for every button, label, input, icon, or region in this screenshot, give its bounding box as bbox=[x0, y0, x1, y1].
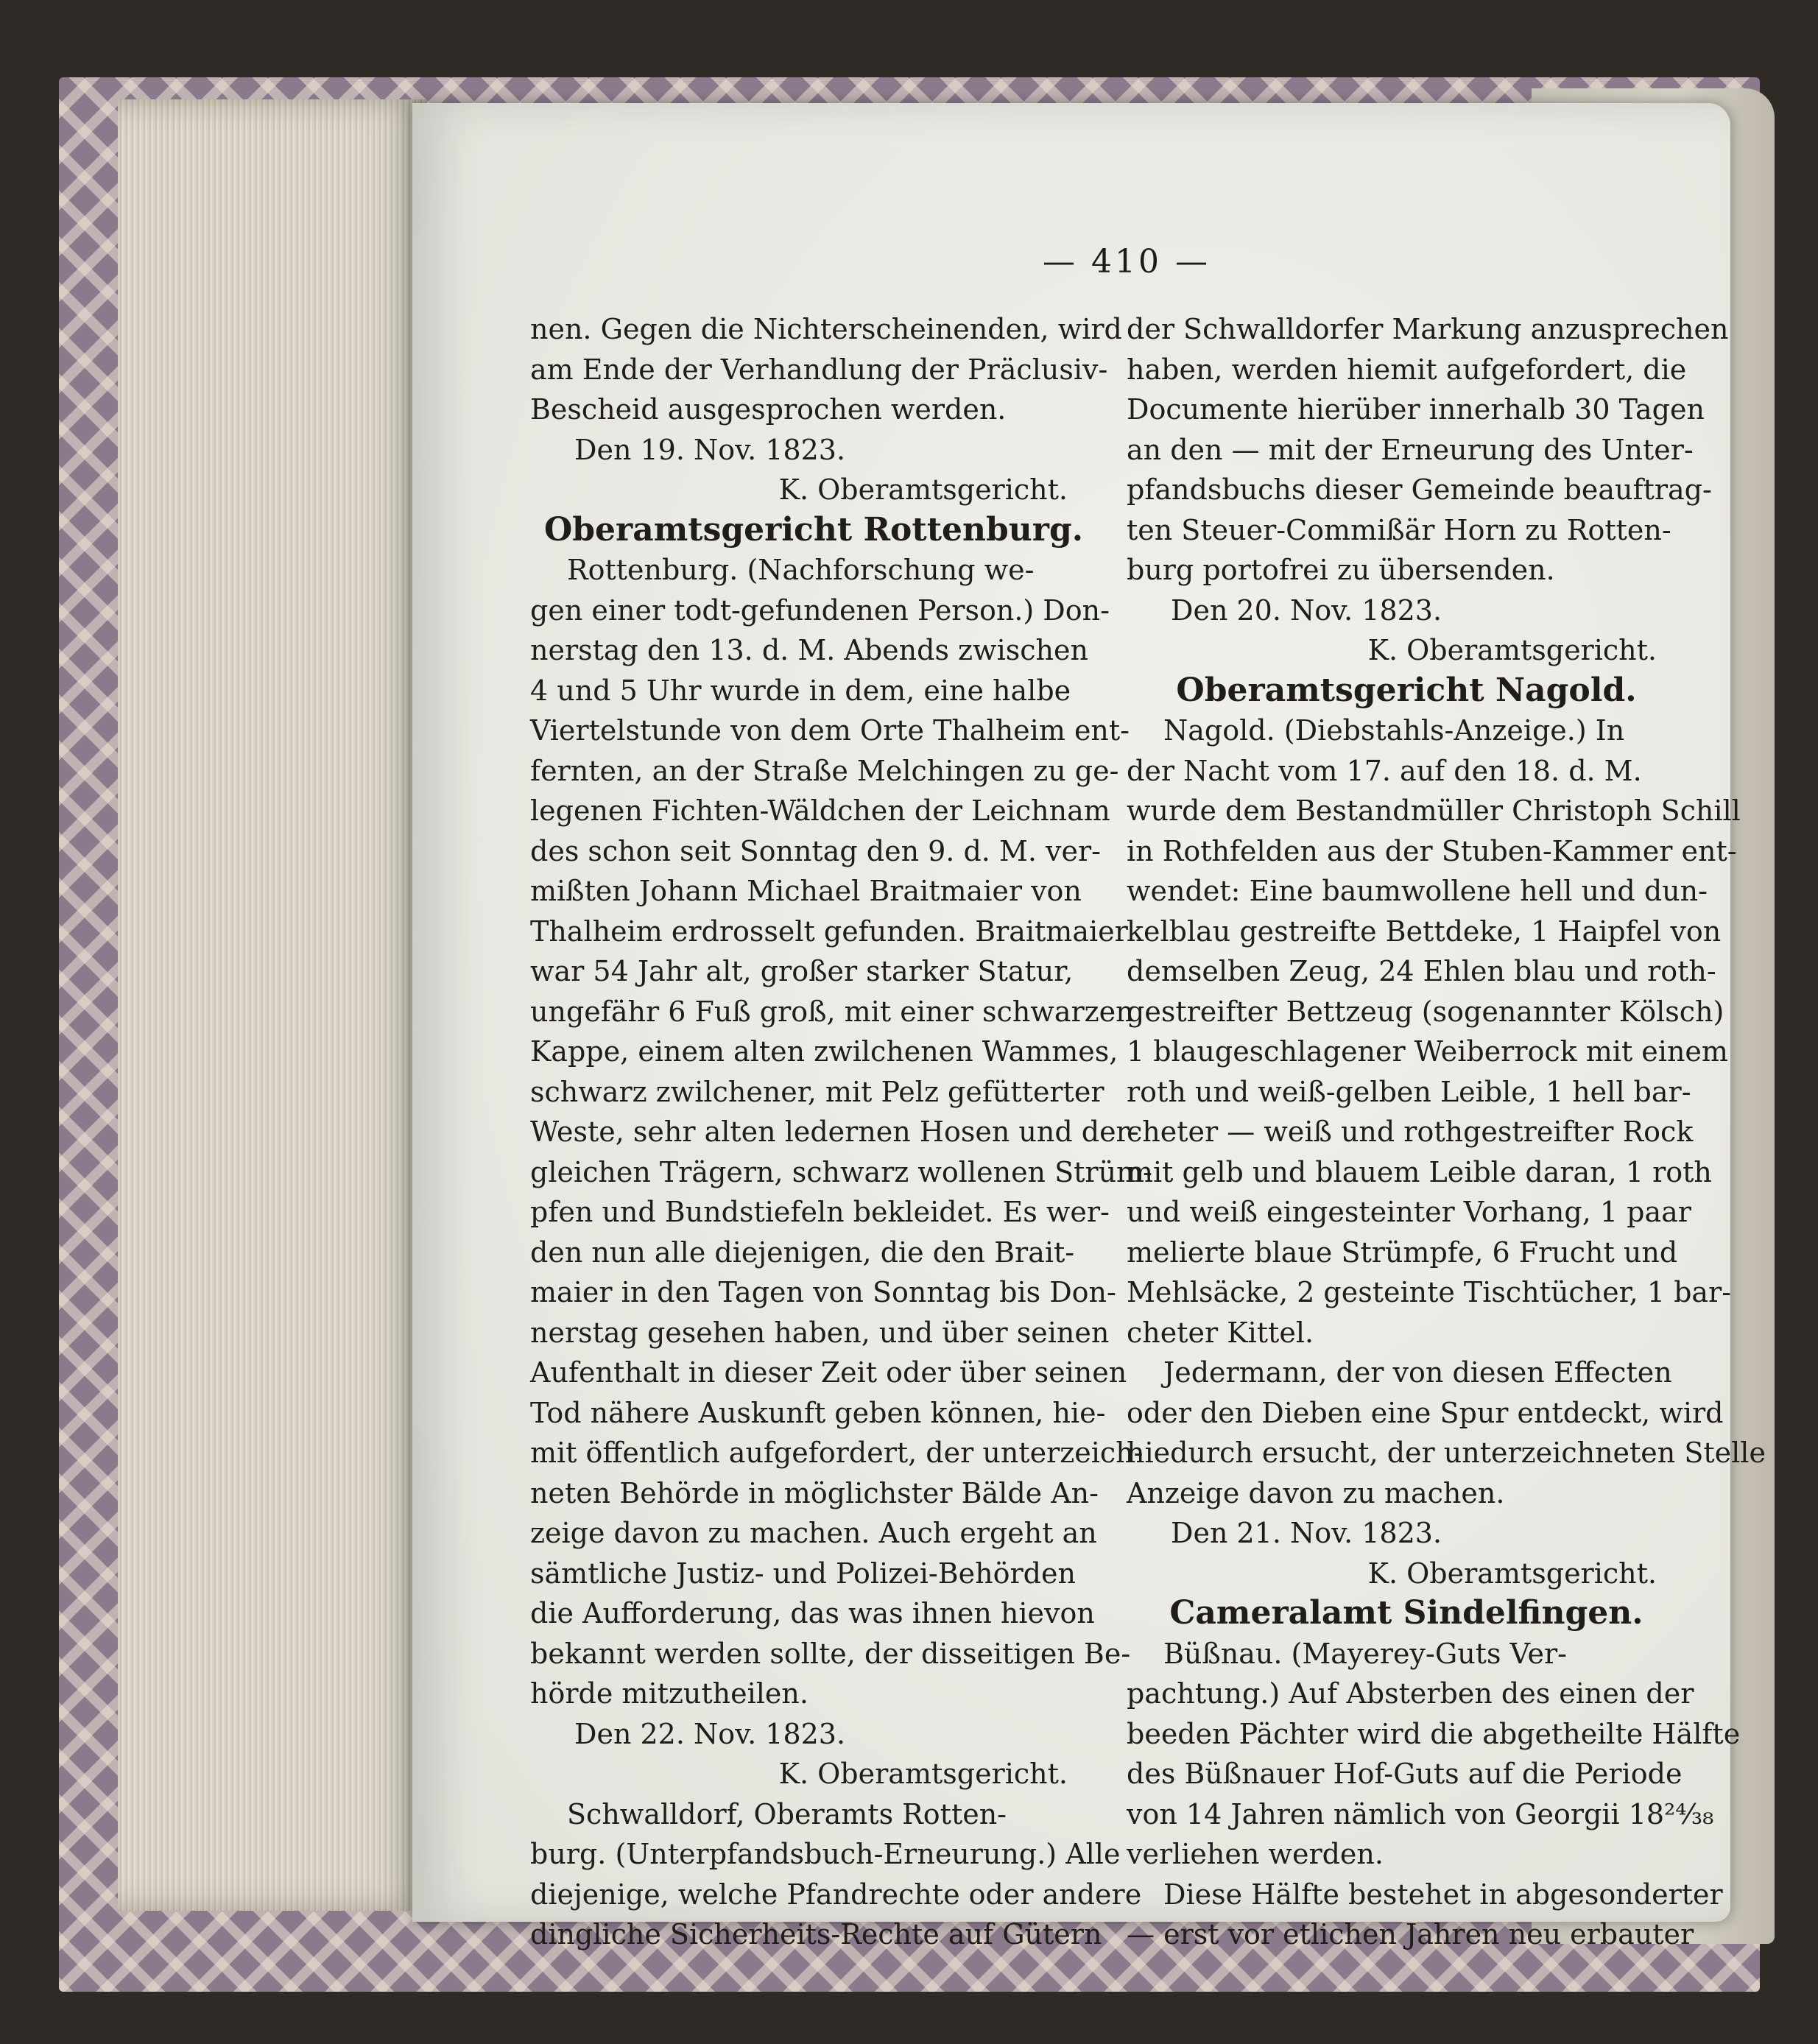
text-line: wurde dem Bestandmüller Christoph Schill bbox=[1127, 794, 1741, 827]
text-line: Mehlsäcke, 2 gesteinte Tischtücher, 1 bar- bbox=[1127, 1276, 1732, 1308]
text-line: Den 21. Nov. 1823. bbox=[1171, 1517, 1442, 1549]
text-line: Diese Hälfte bestehet in abgesonderter bbox=[1163, 1878, 1723, 1911]
text-line: am Ende der Verhandlung der Präclusiv- bbox=[530, 353, 1108, 386]
text-line: den nun alle diejenigen, die den Brait- bbox=[530, 1236, 1075, 1269]
text-line: nerstag den 13. d. M. Abends zwischen bbox=[530, 634, 1088, 666]
text-line: hörde mitzutheilen. bbox=[530, 1677, 808, 1710]
text-line: Jedermann, der von diesen Effecten bbox=[1163, 1356, 1672, 1389]
text-line: an den — mit der Erneurung des Unter- bbox=[1127, 433, 1694, 466]
text-line: demselben Zeug, 24 Ehlen blau und roth- bbox=[1127, 955, 1716, 987]
text-line: — erst vor etlichen Jahren neu erbauter bbox=[1127, 1918, 1694, 1950]
text-line: diejenige, welche Pfandrechte oder andere bbox=[530, 1878, 1142, 1911]
page-number: — 410 — bbox=[1043, 243, 1211, 281]
text-line: ten Steuer-Commißär Horn zu Rotten- bbox=[1127, 513, 1671, 546]
text-line: Den 22. Nov. 1823. bbox=[574, 1717, 846, 1750]
text-line: die Aufforderung, das was ihnen hievon bbox=[530, 1597, 1095, 1629]
text-line: haben, werden hiemit aufgefordert, die bbox=[1127, 353, 1687, 386]
text-line: mit öffentlich aufgefordert, der unterzeich- bbox=[530, 1437, 1144, 1469]
text-line: wendet: Eine baumwollene hell und dun- bbox=[1127, 875, 1708, 907]
text-line: Kappe, einem alten zwilchenen Wammes, bbox=[530, 1035, 1118, 1068]
text-line: Den 19. Nov. 1823. bbox=[574, 433, 846, 466]
text-line: Büßnau. (Mayerey-Guts Ver- bbox=[1163, 1637, 1567, 1670]
text-line: kelblau gestreifte Bettdeke, 1 Haipfel von bbox=[1127, 914, 1722, 948]
text-line: Nagold. (Diebstahls-Anzeige.) In bbox=[1163, 714, 1625, 747]
text-line: gen einer todt-gefundenen Person.) Don- bbox=[530, 593, 1110, 627]
text-line: pfandsbuchs dieser Gemeinde beauftrag- bbox=[1127, 473, 1712, 506]
left-column bbox=[530, 309, 1152, 1955]
text-line: roth und weiß-gelben Leible, 1 hell bar- bbox=[1127, 1075, 1691, 1108]
text-line: Viertelstunde von dem Orte Thalheim ent- bbox=[530, 714, 1130, 747]
text-line: des schon seit Sonntag den 9. d. M. ver- bbox=[530, 834, 1101, 867]
text-line: Weste, sehr alten ledernen Hosen und der- bbox=[530, 1116, 1139, 1148]
text-line: in Rothfelden aus der Stuben-Kammer ent- bbox=[1127, 834, 1737, 867]
text-line: oder den Dieben eine Spur entdeckt, wird bbox=[1127, 1396, 1724, 1429]
text-line: mißten Johann Michael Braitmaier von bbox=[530, 875, 1082, 907]
text-line: dingliche Sicherheits-Rechte auf Gütern bbox=[530, 1918, 1102, 1950]
text-line: verliehen werden. bbox=[1127, 1838, 1384, 1870]
text-line: 1 blaugeschlagener Weiberrock mit einem bbox=[1127, 1035, 1728, 1068]
text-line: K. Oberamtsgericht. bbox=[778, 473, 1068, 506]
text-line: ungefähr 6 Fuß groß, mit einer schwarzen bbox=[530, 995, 1134, 1028]
text-line: pachtung.) Auf Absterben des einen der bbox=[1127, 1677, 1694, 1710]
text-line: cheter — weiß und rothgestreifter Rock bbox=[1127, 1116, 1694, 1148]
text-line: Bescheid ausgesprochen werden. bbox=[530, 393, 1007, 426]
text-line: war 54 Jahr alt, großer starker Statur, bbox=[530, 955, 1074, 987]
text-line: burg. (Unterpfandsbuch-Erneurung.) Alle bbox=[530, 1838, 1121, 1870]
text-line: legenen Fichten-Wäldchen der Leichnam bbox=[530, 794, 1110, 827]
text-line: nen. Gegen die Nichterscheinenden, wird bbox=[530, 313, 1122, 345]
text-line: K. Oberamtsgericht. bbox=[1367, 1557, 1657, 1590]
section-heading: Oberamtsgericht Rottenburg. bbox=[543, 510, 1084, 549]
text-line: von 14 Jahren nämlich von Georgii 18²⁴⁄₃₈ bbox=[1127, 1797, 1714, 1830]
text-line: Schwalldorf, Oberamts Rotten- bbox=[567, 1797, 1007, 1830]
text-line: gleichen Trägern, schwarz wollenen Strüm- bbox=[530, 1155, 1152, 1188]
text-line: sämtliche Justiz- und Polizei-Behörden bbox=[530, 1557, 1076, 1590]
text-line: bekannt werden sollte, der disseitigen Be- bbox=[530, 1637, 1131, 1670]
text-line: beeden Pächter wird die abgetheilte Hälfte bbox=[1127, 1717, 1741, 1750]
text-line: mit gelb und blauem Leible daran, 1 roth bbox=[1127, 1155, 1712, 1188]
text-line: schwarz zwilchener, mit Pelz gefütterter bbox=[530, 1075, 1104, 1108]
text-line: hiedurch ersucht, der unterzeichneten Stelle bbox=[1127, 1437, 1766, 1469]
text-line: maier in den Tagen von Sonntag bis Don- bbox=[530, 1276, 1116, 1308]
section-heading: Oberamtsgericht Nagold. bbox=[1176, 671, 1637, 709]
text-line: nerstag gesehen haben, und über seinen bbox=[530, 1316, 1110, 1349]
text-line: der Nacht vom 17. auf den 18. d. M. bbox=[1127, 754, 1642, 787]
text-line: des Büßnauer Hof-Guts auf die Periode bbox=[1127, 1758, 1683, 1790]
text-line: Den 20. Nov. 1823. bbox=[1171, 593, 1442, 627]
section-heading: Cameralamt Sindelfingen. bbox=[1169, 1594, 1643, 1632]
text-line: melierte blaue Strümpfe, 6 Frucht und bbox=[1127, 1236, 1678, 1269]
text-line: zeige davon zu machen. Auch ergeht an bbox=[530, 1517, 1097, 1549]
text-line: cheter Kittel. bbox=[1127, 1316, 1314, 1349]
text-line: Rottenburg. (Nachforschung we- bbox=[567, 554, 1035, 586]
text-line: Documente hierüber innerhalb 30 Tagen bbox=[1127, 393, 1705, 426]
text-line: K. Oberamtsgericht. bbox=[1367, 634, 1657, 666]
text-line: Tod nähere Auskunft geben können, hie- bbox=[530, 1396, 1106, 1429]
text-line: burg portofrei zu übersenden. bbox=[1127, 554, 1555, 586]
text-line: Anzeige davon zu machen. bbox=[1127, 1476, 1505, 1509]
text-line: der Schwalldorfer Markung anzusprechen bbox=[1127, 313, 1729, 345]
text-line: gestreifter Bettzeug (sogenannter Kölsch) bbox=[1127, 995, 1724, 1028]
page-edges bbox=[118, 99, 427, 1911]
text-line: Thalheim erdrosselt gefunden. Braitmaier bbox=[530, 914, 1128, 948]
text-line: Aufenthalt in dieser Zeit oder über seinen bbox=[530, 1356, 1127, 1389]
text-line: 4 und 5 Uhr wurde in dem, eine halbe bbox=[530, 674, 1071, 707]
text-line: K. Oberamtsgericht. bbox=[778, 1758, 1068, 1790]
text-line: fernten, an der Straße Melchingen zu ge- bbox=[530, 754, 1119, 787]
text-line: pfen und Bundstiefeln bekleidet. Es wer- bbox=[530, 1196, 1110, 1228]
text-line: und weiß eingesteinter Vorhang, 1 paar bbox=[1127, 1196, 1691, 1228]
right-column bbox=[1127, 309, 1766, 1955]
text-line: neten Behörde in möglichster Bälde An- bbox=[530, 1476, 1099, 1509]
